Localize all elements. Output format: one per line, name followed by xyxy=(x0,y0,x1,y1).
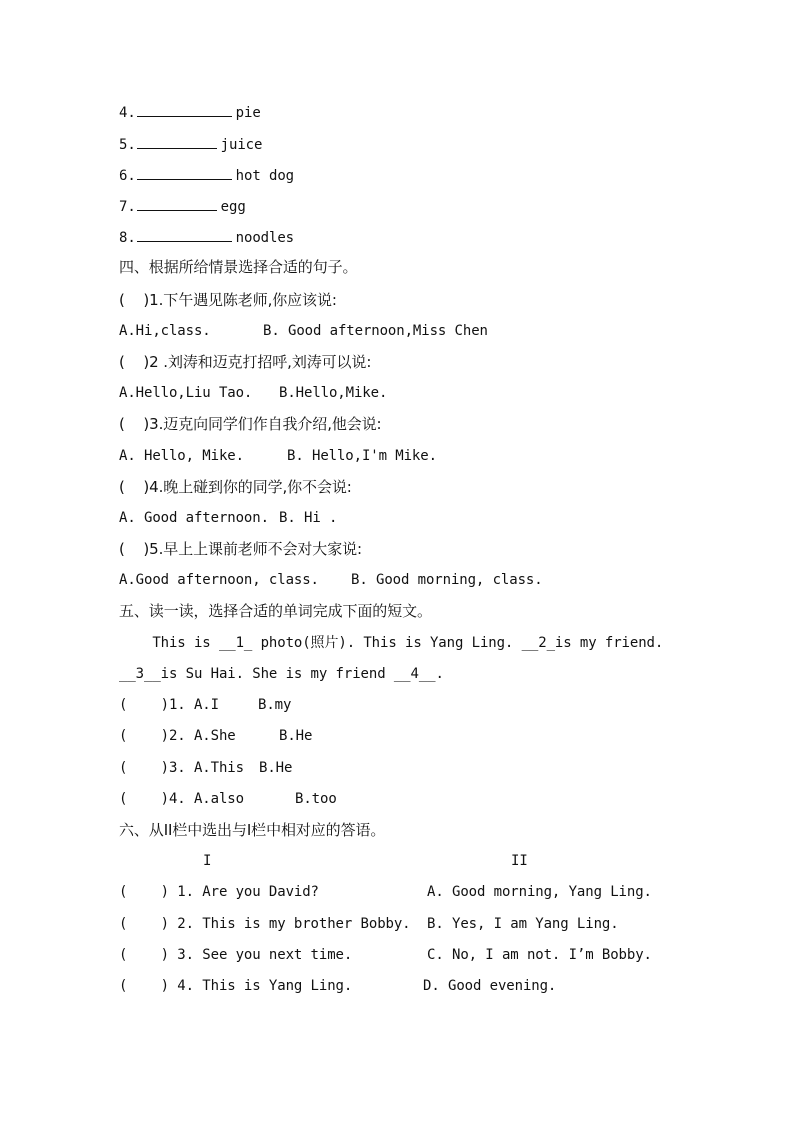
option-a[interactable]: A.Good afternoon, class. xyxy=(119,572,319,588)
vocab-word: pie xyxy=(235,105,261,121)
option-b[interactable]: B.He xyxy=(279,728,313,744)
sec5-option-4 xyxy=(119,789,337,809)
sec6-row-3 xyxy=(119,945,652,965)
matching-answer[interactable]: A. Good morning, Yang Ling. xyxy=(427,884,652,900)
sec5-option-1 xyxy=(119,695,292,715)
matching-question: ( ) 3. See you next time. xyxy=(119,947,353,963)
option-b[interactable]: B. Good morning, class. xyxy=(351,572,543,588)
matching-answer[interactable]: C. No, I am not. I’m Bobby. xyxy=(427,947,652,963)
sec4-question-3: ( )3.迈克向同学们作自我介绍,他会说: xyxy=(119,415,382,433)
vocab-word: hot dog xyxy=(235,168,294,184)
sec4-question-1: ( )1.下午遇见陈老师,你应该说: xyxy=(119,291,337,309)
sec5-passage-line-1: This is __1_ photo(照片). This is Yang Ling. __2_is my friend. xyxy=(119,635,664,651)
matching-question: ( ) 4. This is Yang Ling. xyxy=(119,978,353,994)
option-a[interactable]: A.Hello,Liu Tao. xyxy=(119,385,253,401)
option-a[interactable]: ( )2. A.She xyxy=(119,728,236,744)
sec5-option-2 xyxy=(119,726,313,746)
option-b[interactable]: B. Hello,I'm Mike. xyxy=(287,448,437,464)
matching-question: ( ) 2. This is my brother Bobby. xyxy=(119,916,411,932)
option-b[interactable]: B.He xyxy=(259,760,293,776)
option-b[interactable]: B.my xyxy=(258,697,292,713)
vocab-number: 6. xyxy=(119,168,136,184)
vocab-line-4 xyxy=(119,102,261,123)
sec5-passage-line-2: __3__is Su Hai. She is my friend __4__. xyxy=(119,666,444,682)
vocab-line-6 xyxy=(119,165,294,186)
sec4-question-2: ( )2 .刘涛和迈克打招呼,刘涛可以说: xyxy=(119,353,372,371)
vocab-word: noodles xyxy=(235,230,294,246)
section-4-title: 四、根据所给情景选择合适的句子。 xyxy=(119,258,358,276)
option-a[interactable]: ( )4. A.also xyxy=(119,791,244,807)
vocab-number: 5. xyxy=(119,137,136,153)
option-a[interactable]: A.Hi,class. xyxy=(119,323,211,339)
vocab-number: 4. xyxy=(119,105,136,121)
fill-blank[interactable] xyxy=(137,102,232,117)
option-b[interactable]: B. Good afternoon,Miss Chen xyxy=(263,323,488,339)
sec4-options-5 xyxy=(119,570,543,590)
option-b[interactable]: B.Hello,Mike. xyxy=(279,385,388,401)
vocab-word: egg xyxy=(220,199,246,215)
option-b[interactable]: B.too xyxy=(295,791,337,807)
sec4-question-4: ( )4.晚上碰到你的同学,你不会说: xyxy=(119,478,352,496)
sec5-option-3 xyxy=(119,758,293,778)
sec6-row-2 xyxy=(119,914,619,934)
vocab-line-8 xyxy=(119,227,294,248)
sec6-row-4 xyxy=(119,976,557,996)
vocab-word: juice xyxy=(220,137,263,153)
column-header-ii: II xyxy=(511,853,528,869)
vocab-line-7 xyxy=(119,196,246,217)
sec4-options-3 xyxy=(119,446,437,466)
sec4-options-1 xyxy=(119,321,488,341)
section-5-title: 五、读一读，选择合适的单词完成下面的短文。 xyxy=(119,602,432,620)
option-a[interactable]: ( )1. A.I xyxy=(119,697,219,713)
matching-answer[interactable]: D. Good evening. xyxy=(423,978,557,994)
fill-blank[interactable] xyxy=(137,227,232,242)
sec4-options-4 xyxy=(119,508,338,528)
section-6-title: 六、从II栏中选出与I栏中相对应的答语。 xyxy=(119,821,386,839)
sec4-question-5: ( )5.早上上课前老师不会对大家说: xyxy=(119,540,362,558)
fill-blank[interactable] xyxy=(137,165,232,180)
column-header-i: I xyxy=(203,853,212,869)
option-b[interactable]: B. Hi . xyxy=(279,510,338,526)
option-a[interactable]: ( )3. A.This xyxy=(119,760,244,776)
matching-answer[interactable]: B. Yes, I am Yang Ling. xyxy=(427,916,619,932)
matching-question: ( ) 1. Are you David? xyxy=(119,884,319,900)
fill-blank[interactable] xyxy=(137,134,217,149)
option-a[interactable]: A. Good afternoon. xyxy=(119,510,269,526)
fill-blank[interactable] xyxy=(137,196,217,211)
sec4-options-2 xyxy=(119,383,388,403)
vocab-number: 7. xyxy=(119,199,136,215)
vocab-line-5 xyxy=(119,134,262,155)
option-a[interactable]: A. Hello, Mike. xyxy=(119,448,244,464)
sec6-row-1 xyxy=(119,882,652,902)
vocab-number: 8. xyxy=(119,230,136,246)
